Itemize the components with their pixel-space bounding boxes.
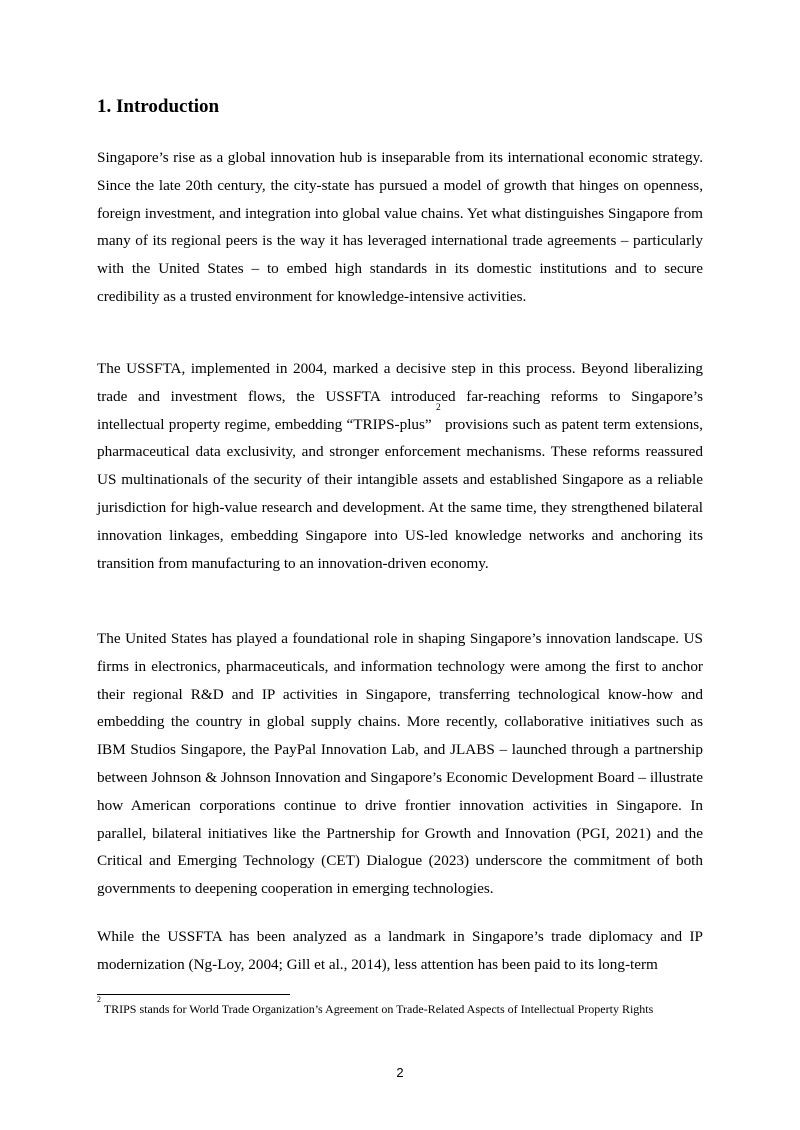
footnote <box>97 995 703 1017</box>
paragraph-2-text-end: provisions such as patent term extensions, pharmaceutical data exclusivity, and stronger enforcement mechanisms. These reforms reassured US multinationals of the security of their intangible assets and established Singapore as a reliable jurisdiction for high-value research and development. At the same time, they strengthened bilateral innovation linkages, embedding Singapore into US-led knowledge networks and anchoring its transition from manufacturing to an innovation-driven economy. <box>97 415 703 572</box>
section-heading: 1. Introduction <box>97 96 220 117</box>
footnote-separator <box>97 994 290 995</box>
paragraph-4: While the USSFTA has been analyzed as a landmark in Singapore’s trade diplomacy and IP modernization (Ng-Loy, 2004; Gill et al., 2014), less attention has been paid to its long-term <box>97 928 703 973</box>
footnote-number: 2 <box>97 995 101 1004</box>
page-number: 2 <box>396 1065 404 1080</box>
paragraph-2 <box>97 355 703 577</box>
footnote-reference: 2 <box>435 402 441 413</box>
paragraph-3: The United States has played a foundational role in shaping Singapore’s innovation landscape. US firms in electronics, pharmaceuticals, and information technology were among the first to anchor their regional R&D and IP activities in Singapore, transferring technological know-how and embedding the country in global supply chains. More recently, collaborative initiatives such as IBM Studios Singapore, the PayPal Innovation Lab, and JLABS – launched through a partnership between Johnson & Johnson Innovation and Singapore’s Economic Development Board – illustrate how American corporations continue to drive frontier innovation activities in Singapore. In parallel, bilateral initiatives like the Partnership for Growth and Innovation (PGI, 2021) and the Critical and Emerging Technology (CET) Dialogue (2023) underscore the commitment of both governments to deepening cooperation in emerging technologies. <box>97 630 703 898</box>
footnote-text: TRIPS stands for World Trade Organization’s Agreement on Trade-Related Aspects of Intellectual Property Rights <box>101 1002 654 1016</box>
paragraph-1: Singapore’s rise as a global innovation hub is inseparable from its international economic strategy. Since the late 20th century, the city-state has pursued a model of growth that hinges on openness, foreign investment, and integration into global value chains. Yet what distinguishes Singapore from many of its regional peers is the way it has leveraged international trade agreements – particularly with the United States – to embed high standards in its domestic institutions and to secure credibility as a trusted environment for knowledge-intensive activities. <box>97 149 703 305</box>
paragraph-2-text-start: The USSFTA, implemented in 2004, marked a decisive step in this process. Beyond liberalizing trade and investment flows, the USSFTA introduced far-reaching reforms to Singapore’s intellectual property regime, embedding “TRIPS-plus” <box>97 360 703 433</box>
